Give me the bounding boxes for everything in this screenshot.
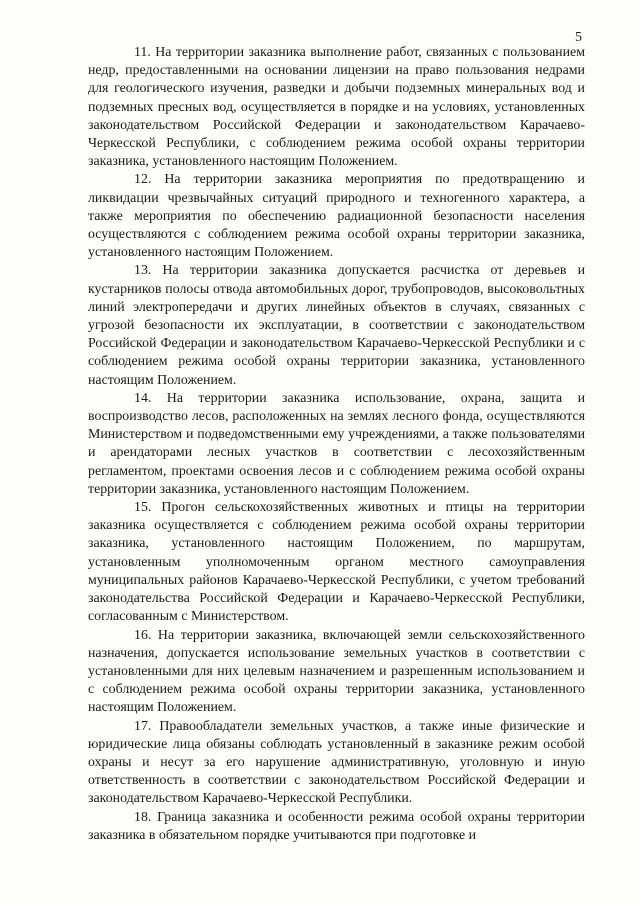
paragraph-18: 18. Граница заказника и особенности режима особой охраны территории заказника в обязательном порядке учитываются при подготовке и xyxy=(88,809,585,843)
document-body xyxy=(88,44,585,845)
paragraph-13: 13. На территории заказника допускается расчистка от деревьев и кустарников полосы отвода автомобильных дорог, трубопроводов, высоковольтных линий электропередачи и других линейных объектов в случаях, связанных с угрозой безопасности их эксплуатации, в соответствии с законодательством Российской Федерации и законодательством Карачаево-Черкесской Республики и с соблюдением режима особой охраны территории заказника, установленного настоящим Положением. xyxy=(88,263,585,388)
paragraph-11: 11. На территории заказника выполнение работ, связанных с пользованием недр, предоставленными на основании лицензии на право пользования недрами для геологического изучения, разведки и добычи подземных минеральных вод и подземных пресных вод, осуществляется в порядке и на условиях, установленных законодательством Российской Федерации и законодательством Карачаево-Черкесской Республики, с соблюдением режима особой охраны территории заказника, установленного настоящим Положением. xyxy=(88,45,585,170)
paragraph-12: 12. На территории заказника мероприятия по предотвращению и ликвидации чрезвычайных ситуаций природного и техногенного характера, а также мероприятия по обеспечению радиационной безопасности населения осуществляются с соблюдением режима особой охраны территории заказника, установленного настоящим Положением. xyxy=(88,172,585,261)
paragraph-15: 15. Прогон сельскохозяйственных животных и птицы на территории заказника осуществляется с соблюдением режима особой охраны территории заказника, установленного настоящим Положением, по маршрутам, установленным уполномоченным органом местного самоуправления муниципальных районов Карачаево-Черкесской Республики, с учетом требований законодательства Российской Федерации и Карачаево-Черкесской Республики, согласованным с Министерством. xyxy=(88,500,585,625)
page-number: 5 xyxy=(575,30,582,45)
paragraph-14: 14. На территории заказника использование, охрана, защита и воспроизводство лесов, расположенных на землях лесного фонда, осуществляются Министерством и подведомственными ему учреждениями, а также пользователями и арендаторами лесных участков в соответствии с лесохозяйственным регламентом, проектами освоения лесов и с соблюдением режима особой охраны территории заказника, установленного настоящим Положением. xyxy=(88,390,585,497)
paragraph-17: 17. Правообладатели земельных участков, а также иные физические и юридические лица обязаны соблюдать установленный в заказнике режим особой охраны и несут за его нарушение административную, уголовную и иную ответственность в соответствии с законодательством Российской Федерации и законодательством Карачаево-Черкесской Республики. xyxy=(88,718,585,807)
paragraph-16: 16. На территории заказника, включающей земли сельскохозяйственного назначения, допускается использование земельных участков в соответствии с установленными для них целевым назначением и разрешенным использованием и с соблюдением режима особой охраны территории заказника, установленного настоящим Положением. xyxy=(88,627,585,716)
